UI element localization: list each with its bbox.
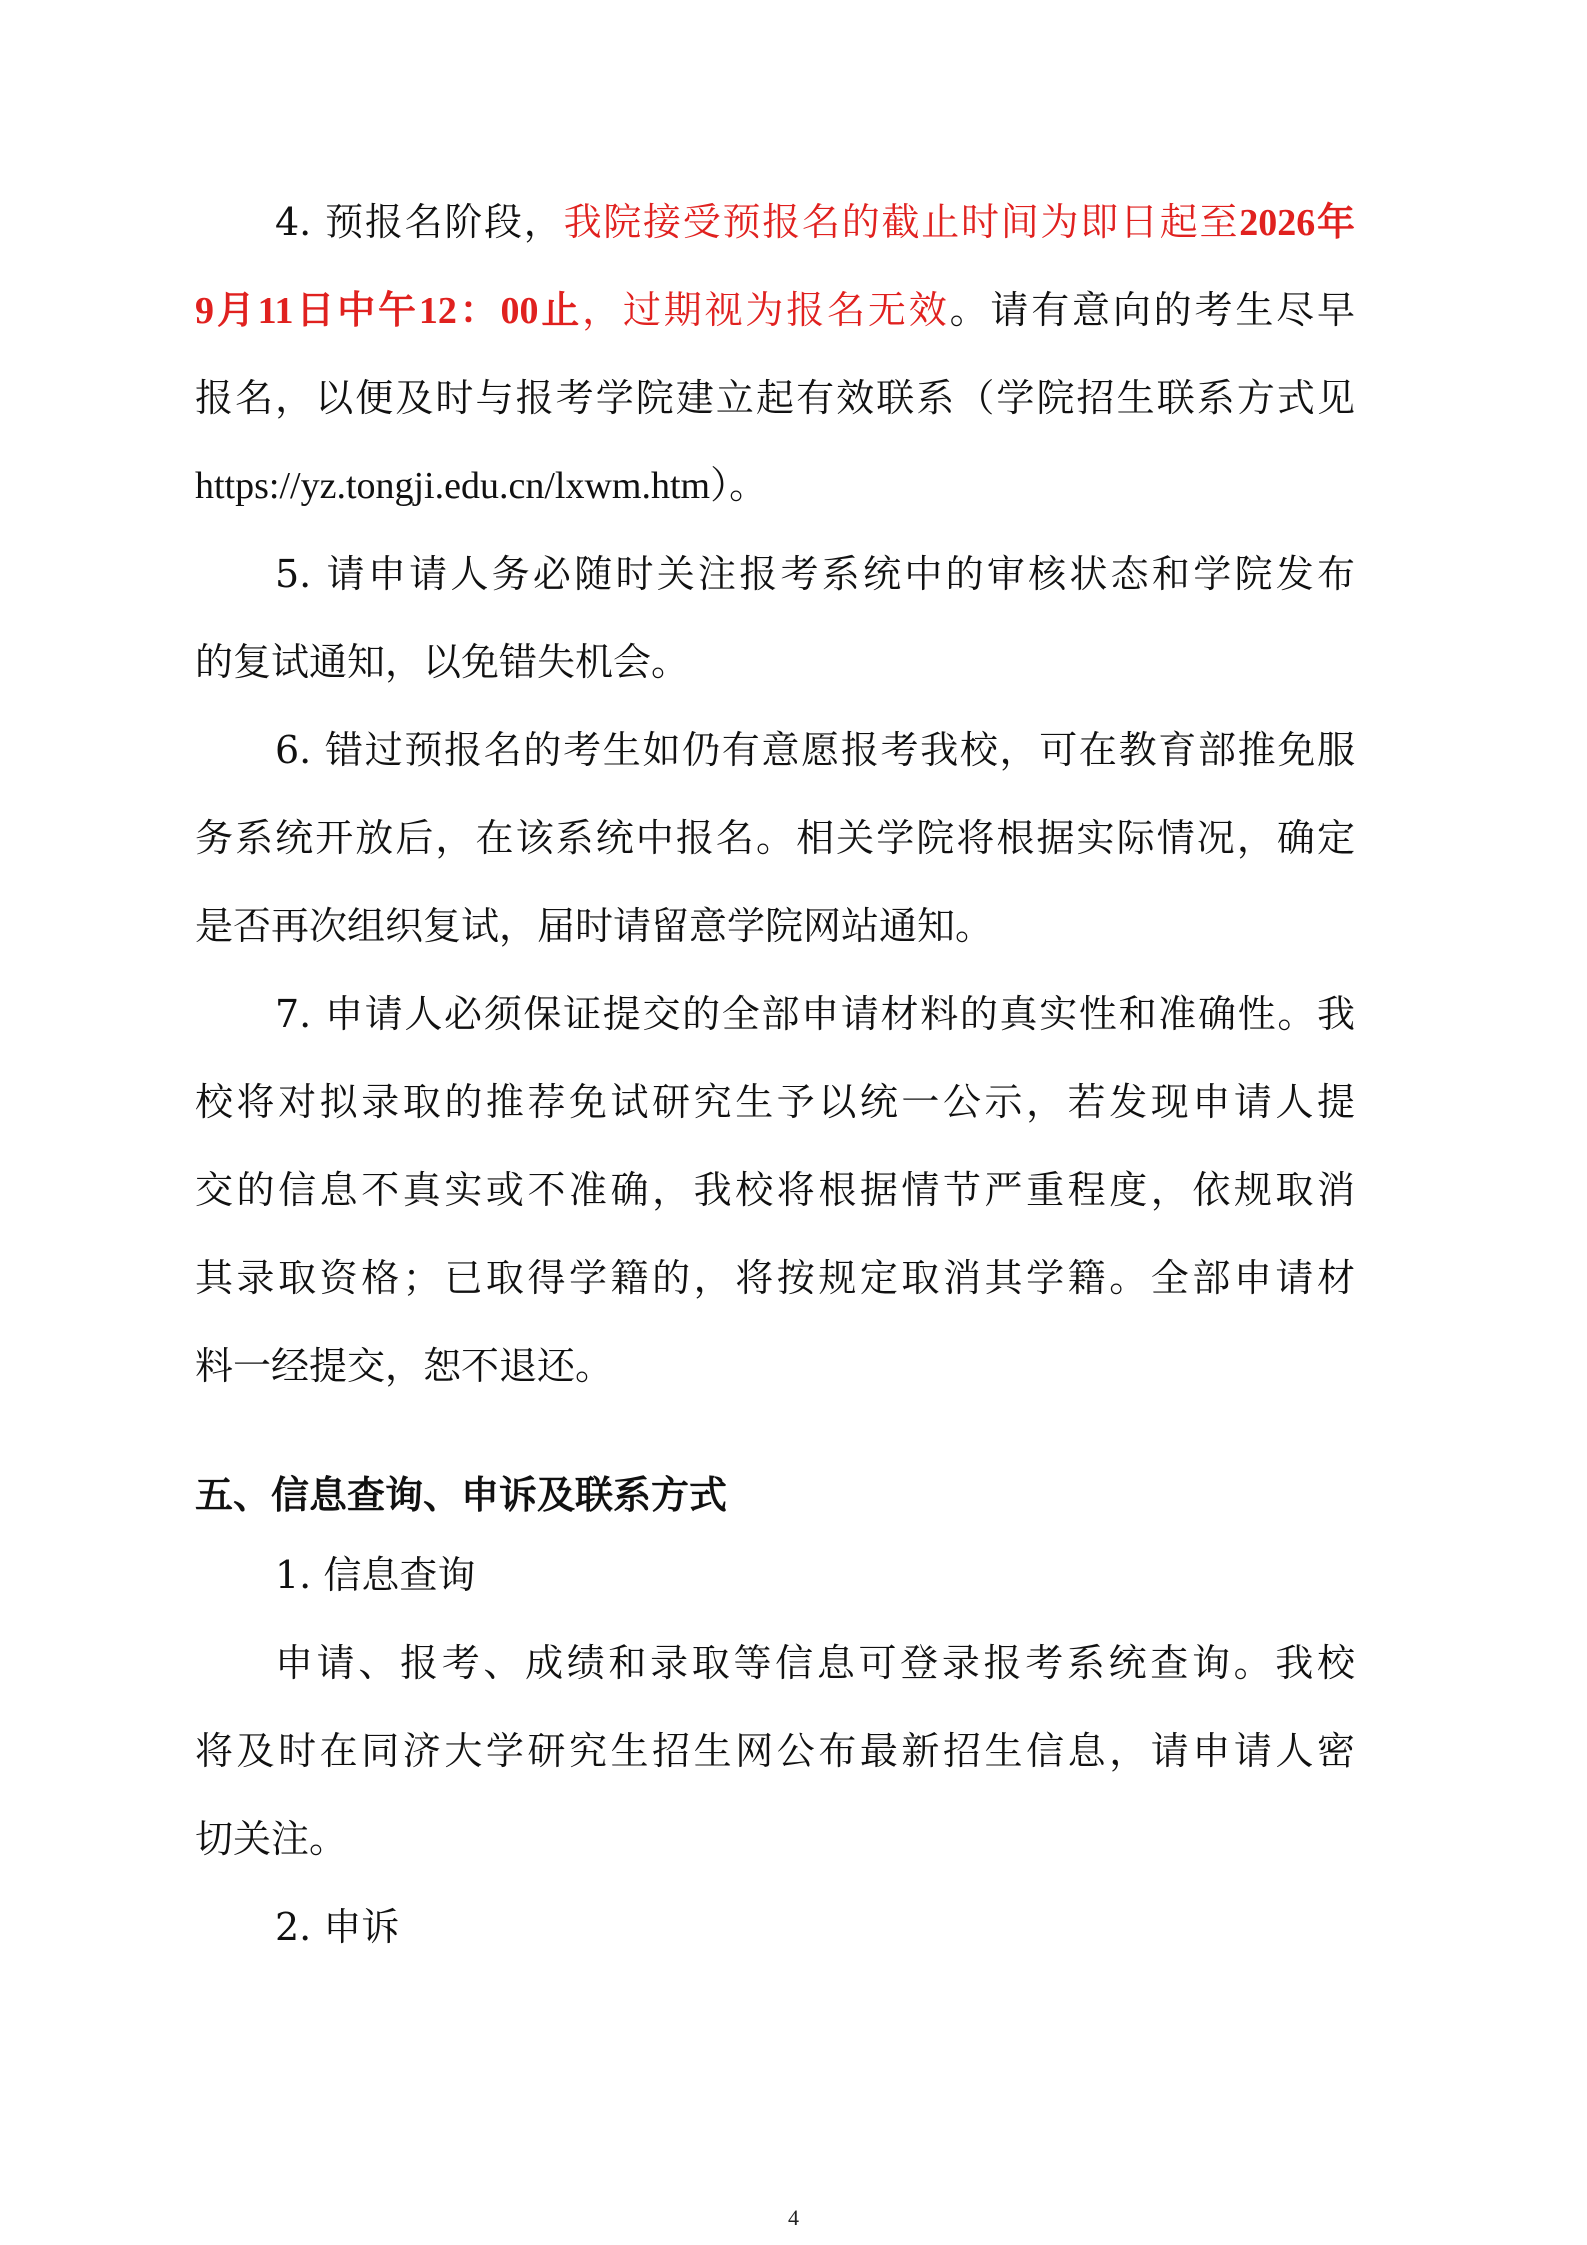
item5-line2: 的复试通知，以免错失机会。: [195, 640, 690, 684]
expiry-notice: ，过期视为报名无效: [582, 288, 950, 332]
item4-line2: [195, 285, 1355, 336]
deadline-date: 9月11日中午12：00止: [195, 290, 583, 332]
item7-line2: 校将对拟录取的推荐免试研究生予以统一公示，若发现申请人提: [195, 1080, 1355, 1124]
item7-line5: 料一经提交，恕不退还。: [195, 1344, 614, 1388]
item7-line3: 交的信息不真实或不准确，我校将根据情节严重程度，依规取消: [195, 1168, 1355, 1212]
item4-label: 4. 预报名阶段，: [275, 200, 564, 244]
item7-line4: 其录取资格；已取得学籍的，将按规定取消其学籍。全部申请材: [195, 1256, 1355, 1300]
item6-line3: 是否再次组织复试，届时请留意学院网站通知。: [195, 904, 994, 948]
deadline-notice: 我院接受预报名的截止时间为即日起至: [563, 200, 1240, 244]
info-query-line3: 切关注。: [195, 1817, 348, 1861]
item5-line1: 5. 请申请人务必随时关注报考系统中的审核状态和学院发布: [275, 552, 1355, 596]
deadline-year: 2026年: [1239, 202, 1355, 244]
subheading-info-query: 1. 信息查询: [275, 1553, 476, 1597]
item7-line1: 7. 申请人必须保证提交的全部申请材料的真实性和准确性。我: [275, 992, 1355, 1036]
info-query-line1: 申请、报考、成绩和录取等信息可登录报考系统查询。我校: [275, 1641, 1355, 1685]
item6-line1: 6. 错过预报名的考生如仍有意愿报考我校，可在教育部推免服: [275, 728, 1355, 772]
section-heading: 五、信息查询、申诉及联系方式: [195, 1473, 728, 1517]
contact-url-line: https://yz.tongji.edu.cn/lxwm.htm）。: [195, 465, 768, 507]
item6-line2: 务系统开放后，在该系统中报名。相关学院将根据实际情况，确定: [195, 816, 1355, 860]
subheading-appeal: 2. 申诉: [275, 1905, 400, 1949]
info-query-line2: 将及时在同济大学研究生招生网公布最新招生信息，请申请人密: [195, 1729, 1355, 1773]
page-number: 4: [788, 2205, 799, 2230]
item4-line2-text: 。请有意向的考生尽早: [949, 288, 1355, 332]
item4-line1: [275, 197, 1355, 248]
item4-line3: 报名，以便及时与报考学院建立起有效联系（学院招生联系方式见: [195, 376, 1355, 420]
